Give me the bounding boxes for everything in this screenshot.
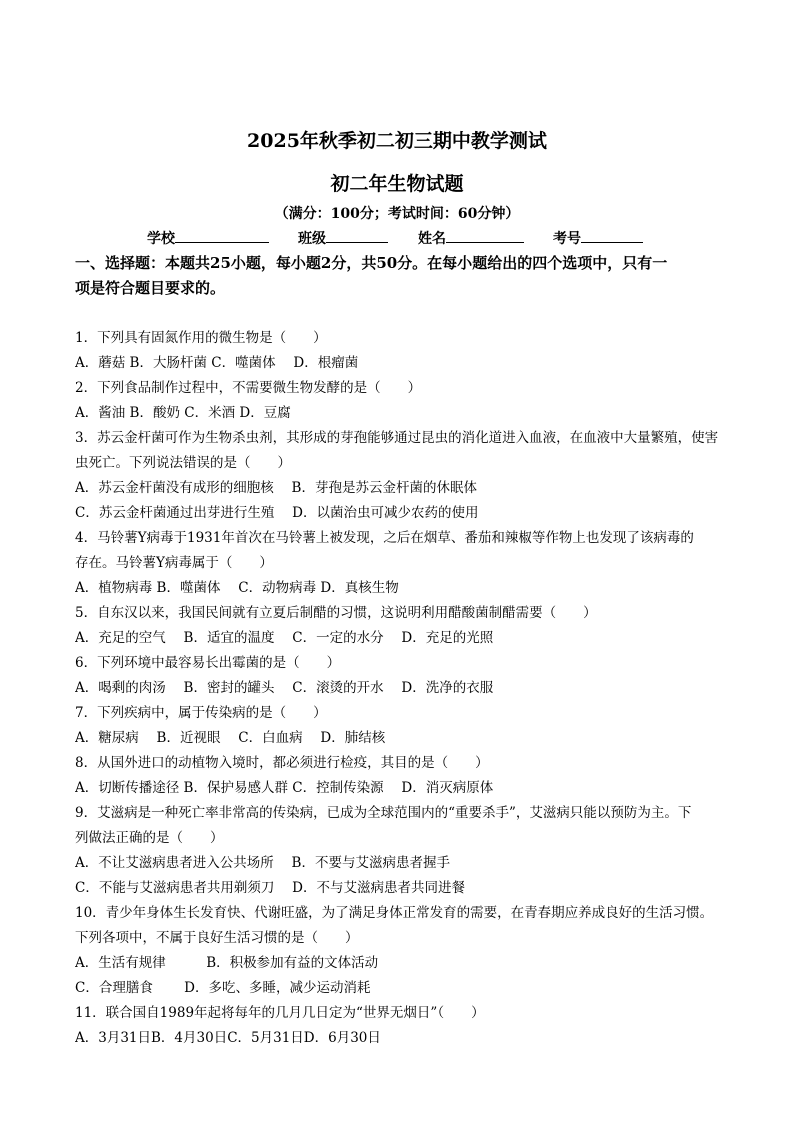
option-line: A．糖尿病 B．近视眼 C．白血病 D．肺结核 <box>75 730 386 746</box>
question-line: 下列各项中，不属于良好生活习惯的是（ ） <box>75 930 359 946</box>
question-line: 1．下列具有固氮作用的微生物是（ ） <box>75 330 327 346</box>
question-line: 5．自东汉以来，我国民间就有立夏后制醋的习惯，这说明利用醋酸菌制醋需要（ ） <box>75 605 597 621</box>
option-line: C．合理膳食 D．多吃、多睡，减少运动消耗 <box>75 980 371 996</box>
school-label: 学校 <box>147 231 175 247</box>
class-blank[interactable] <box>326 228 388 243</box>
question-line: 8．从国外进口的动植物入境时，都必须进行检疫，其目的是（ ） <box>75 755 489 771</box>
question-line: 列做法正确的是（ ） <box>75 830 224 846</box>
section-heading <box>75 251 725 301</box>
exam-no-blank[interactable] <box>581 228 643 243</box>
question-line: 虫死亡。下列说法错误的是（ ） <box>75 455 291 471</box>
exam-title: 2025年秋季初二初三期中教学测试 <box>247 130 547 152</box>
exam-subtitle: 初二年生物试题 <box>330 173 464 195</box>
class-field[interactable] <box>298 228 326 248</box>
name-label: 姓名 <box>418 231 446 247</box>
option-line: C．苏云金杆菌通过出芽进行生殖 D．以菌治虫可减少农药的使用 <box>75 505 479 521</box>
exam-meta: （满分：100分；考试时间：60分钟） <box>274 206 520 222</box>
option-line: A．蘑菇 B．大肠杆菌 C．噬菌体 D．根瘤菌 <box>75 355 359 371</box>
class-label: 班级 <box>298 231 326 247</box>
school-blank[interactable] <box>175 228 269 243</box>
exam-no-field[interactable] <box>553 228 581 248</box>
question-line: 9．艾滋病是一种死亡率非常高的传染病，已成为全球范围内的“重要杀手”，艾滋病只能以预防为主。下 <box>75 805 692 821</box>
section-heading-line-1: 一、选择题：本题共25小题，每小题2分，共50分。在每小题给出的四个选项中，只有一 <box>75 254 668 272</box>
question-line: 7．下列疾病中，属于传染病的是（ ） <box>75 705 327 721</box>
option-line: A．生活有规律 B．积极参加有益的文体活动 <box>75 955 379 971</box>
exam-no-label: 考号 <box>553 231 581 247</box>
name-blank[interactable] <box>446 228 524 243</box>
question-line: 6．下列环境中最容易长出霉菌的是（ ） <box>75 655 341 671</box>
question-line: 存在。马铃薯Y病毒属于（ ） <box>75 555 273 571</box>
section-heading-line-2: 项是符合题目要求的。 <box>75 279 226 297</box>
option-line: A．充足的空气 B．适宜的温度 C．一定的水分 D．充足的光照 <box>75 630 494 646</box>
name-field[interactable] <box>418 228 446 248</box>
school-field[interactable] <box>147 228 175 248</box>
option-line: A．3月31日B．4月30日C．5月31日D．6月30日 <box>75 1030 381 1046</box>
question-line: 4．马铃薯Y病毒于1931年首次在马铃薯上被发现，之后在烟草、番茄和辣椒等作物上也发现了该病毒的 <box>75 530 694 546</box>
option-line: A．植物病毒 B．噬菌体 C．动物病毒 D．真核生物 <box>75 580 399 596</box>
option-line: C．不能与艾滋病患者共用剃须刀 D．不与艾滋病患者共同进餐 <box>75 880 465 896</box>
option-line: A．不让艾滋病患者进入公共场所 B．不要与艾滋病患者握手 <box>75 855 450 871</box>
option-line: A．切断传播途径 B．保护易感人群 C．控制传染源 D．消灭病原体 <box>75 780 494 796</box>
question-line: 2．下列食品制作过程中，不需要微生物发酵的是（ ） <box>75 380 422 396</box>
option-line: A．喝剩的肉汤 B．密封的罐头 C．滚烫的开水 D．洗净的衣服 <box>75 680 494 696</box>
option-line: A．酱油 B．酸奶 C．米酒 D．豆腐 <box>75 405 291 421</box>
question-line: 10．青少年身体生长发育快、代谢旺盛，为了满足身体正常发育的需要，在青春期应养成良好的生活习惯。 <box>75 905 714 921</box>
option-line: A．苏云金杆菌没有成形的细胞核 B．芽孢是苏云金杆菌的休眠体 <box>75 480 477 496</box>
question-line: 11．联合国自1989年起将每年的几月几日定为“世界无烟日”（ ） <box>75 1005 485 1021</box>
question-line: 3．苏云金杆菌可作为生物杀虫剂，其形成的芽孢能够通过昆虫的消化道进入血液，在血液中大量繁殖，使害 <box>75 430 719 446</box>
question-list <box>75 326 725 1051</box>
